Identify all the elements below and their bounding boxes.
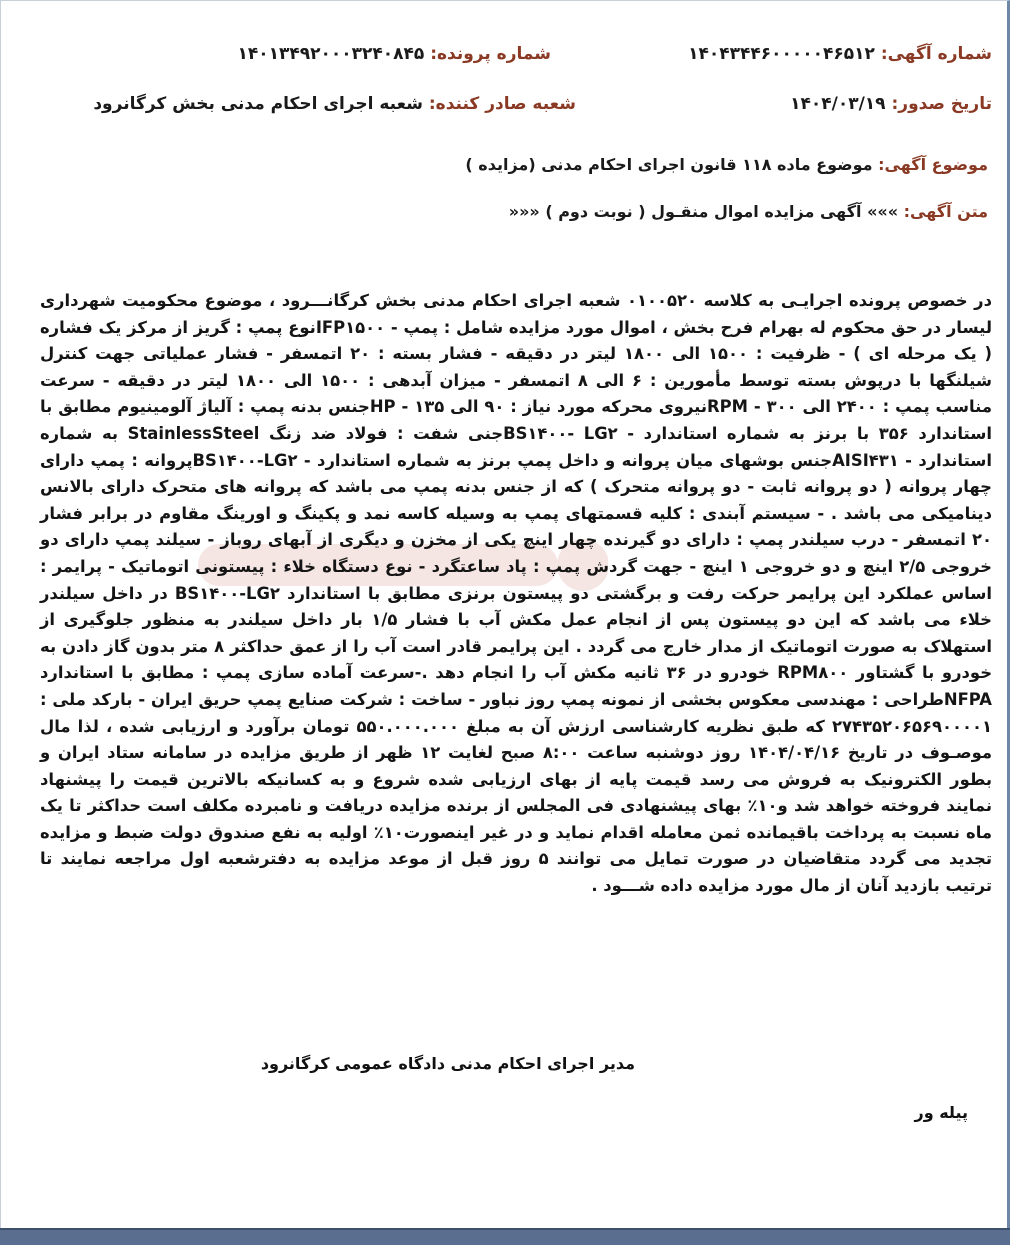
issue-date-label: تاریخ صدور: [891, 94, 992, 114]
file-number [237, 44, 551, 64]
file-number-value: ۱۴۰۱۳۴۹۲۰۰۰۳۲۴۰۸۴۵ [237, 44, 425, 64]
notice-number [688, 44, 992, 64]
notice-number-value: ۱۴۰۴۳۴۴۶۰۰۰۰۰۴۶۵۱۲ [688, 44, 875, 64]
notice-body: در خصوص پرونده اجرایـی به کلاسه ۰۱۰۰۵۲۰ شعبه اجرای احکام مدنی بخش کرگانـــرود ، موضوع محکومیت شهرداری لیسار در حق محکوم له بهرام فرح بخش ، اموال مورد مزایده شامل : پمپ - IFP۱۵۰۰نوع پمپ : گریز از مرکز یک فشاره ( یک مرحله ای ) - ظرفیت : ۱۵۰۰ الی ۱۸۰۰ لیتر در دقیقه - فشار بسته : ۲۰ اتمسفر - فشار عملیاتی جهت کنترل شیلنگها با درپوش بسته توسط مأمورین : ۶ الی ۸ اتمسفر - میزان آبدهی : ۱۵۰۰ الی ۱۸۰۰ لیتر در دقیقه - سرعت مناسب پمپ : ۲۴۰۰ الی ۳۰۰ - RPMنیروی محرکه مورد نیاز : ۹۰ الی ۱۳۵ - HPجنس بدنه پمپ : آلیاژ آلومینیوم مطابق با استاندارد ۳۵۶ با برنز به شماره استاندارد - BS۱۴۰۰- LG۲جنی شفت : فولاد ضد زنگ StainlessSteel به شماره استاندارد - AISI۴۳۱جنس بوشهای میان پروانه و داخل پمپ برنز به شماره استاندارد - BS۱۴۰۰-LG۲پروانه : پمپ دارای چهار پروانه ( دو پروانه ثابت - دو پروانه متحرک ) که از جنس بدنه پمپ می باشد که پروانه های متحرک دارای بالانس دینامیکی می باشد . - سیستم آبندی : کلیه قسمتهای پمپ به وسیله کاسه نمد و پکینگ و اورینگ مقاوم در برابر فشار ۲۰ اتمسفر - درب سیلندر پمپ : دارای دو گیرنده چهار اینچ یکی از مخزن و دیگری از آبهای روباز - سیلند پمپ دارای دو خروجی ۲/۵ اینچ و دو خروجی ۱ اینچ - جهت گردش پمپ : پاد ساعتگرد - نوع دستگاه خلاء : پیستونی اتوماتیک - پرایمر : اساس عملکرد این پرایمر حرکت رفت و برگشتی دو پیستون برنزی مطابق با استاندارد BS۱۴۰۰-LG۲ در داخل سیلندر خلاء می باشد که این دو پیستون پس از انجام عمل مکش آب با فشار ۱/۵ بار داخل سیلندر به منظور جلوگیری از استهلاک به صورت اتوماتیک از مدار خارج می گردد . این پرایمر قادر است آب را از عمق حداکثر ۸ متر بدون گاز دادن به خودرو با گشتاور RPM۸۰۰ خودرو در ۳۶ ثانیه مکش آب را انجام دهد .-سرعت آماده سازی پمپ : مطابق با استاندارد NFPAطراحی : مهندسی معکوس بخشی از نمونه پمپ روز نباور - ساخت : شرکت صنایع پمپ حریق ایران - بارکد ملی : ۲۷۴۳۵۲۰۶۵۶۹۰۰۰۰۱ که طبق نظریه کارشناسی ارزش آن به مبلغ ۵۵۰.۰۰۰.۰۰۰ تومان برآورد و ارزیابی شده ، لذا مال موصـوف در تاریخ ۱۴۰۴/۰۴/۱۶ روز دوشنبه ساعت ۸:۰۰ صبح لغایت ۱۲ ظهر از طریق مزایده در سامانه ستاد ایران و بطور الکترونیک به فروش می رسد قیمت پایه از بهای ارزیابی شده شروع و به کسانیکه بالاترین قیمت را پیشنهاد نمایند فروخته خواهد شد و۱۰٪ بهای پیشنهادی فی المجلس از برنده مزایده دریافت و نامبرده مکلف است حداکثر تا یک ماه نسبت به پرداخت باقیمانده ثمن معامله اقدام نماید و در غیر اینصورت۱۰٪ اولیه به نفع صندوق دولت ضبط و مزایده تجدید می گردد متقاضیان در صورت تمایل می توانند ۵ روز قبل از موعد مزایده به دفترشعبه اول مراجعه نمایند تا ترتیب بازدید آنان از مال مورد مزایده داده شـــود . [40, 291, 993, 896]
notice-number-label: شماره آگهی: [880, 44, 992, 64]
issue-date-value: ۱۴۰۴/۰۳/۱۹ [790, 94, 886, 114]
notice-text-heading [509, 202, 988, 221]
issue-date [790, 94, 992, 114]
signatory-name: پیله ور [914, 1103, 968, 1122]
notice-text-label: متن آگهی: [903, 202, 988, 221]
issuing-branch [93, 94, 576, 114]
notice-text-value: »»» آگهی مزایده اموال منقـول ( نوبت دوم ) ««« [508, 202, 899, 221]
notice-subject-label: موضوع آگهی: [878, 155, 988, 174]
notice-subject [465, 155, 988, 174]
signatory-title: مدیر اجرای احکام مدنی دادگاه عمومی کرگانرود [260, 1054, 635, 1073]
horizontal-scrollbar[interactable] [0, 1228, 1010, 1245]
file-number-label: شماره پرونده: [430, 44, 551, 64]
issuing-branch-label: شعبه صادر کننده: [428, 94, 576, 114]
notice-subject-value: موضوع ماده ۱۱۸ قانون اجرای احکام مدنی (مزایده ) [465, 155, 873, 174]
issuing-branch-value: شعبه اجرای احکام مدنی بخش کرگانرود [93, 94, 423, 114]
